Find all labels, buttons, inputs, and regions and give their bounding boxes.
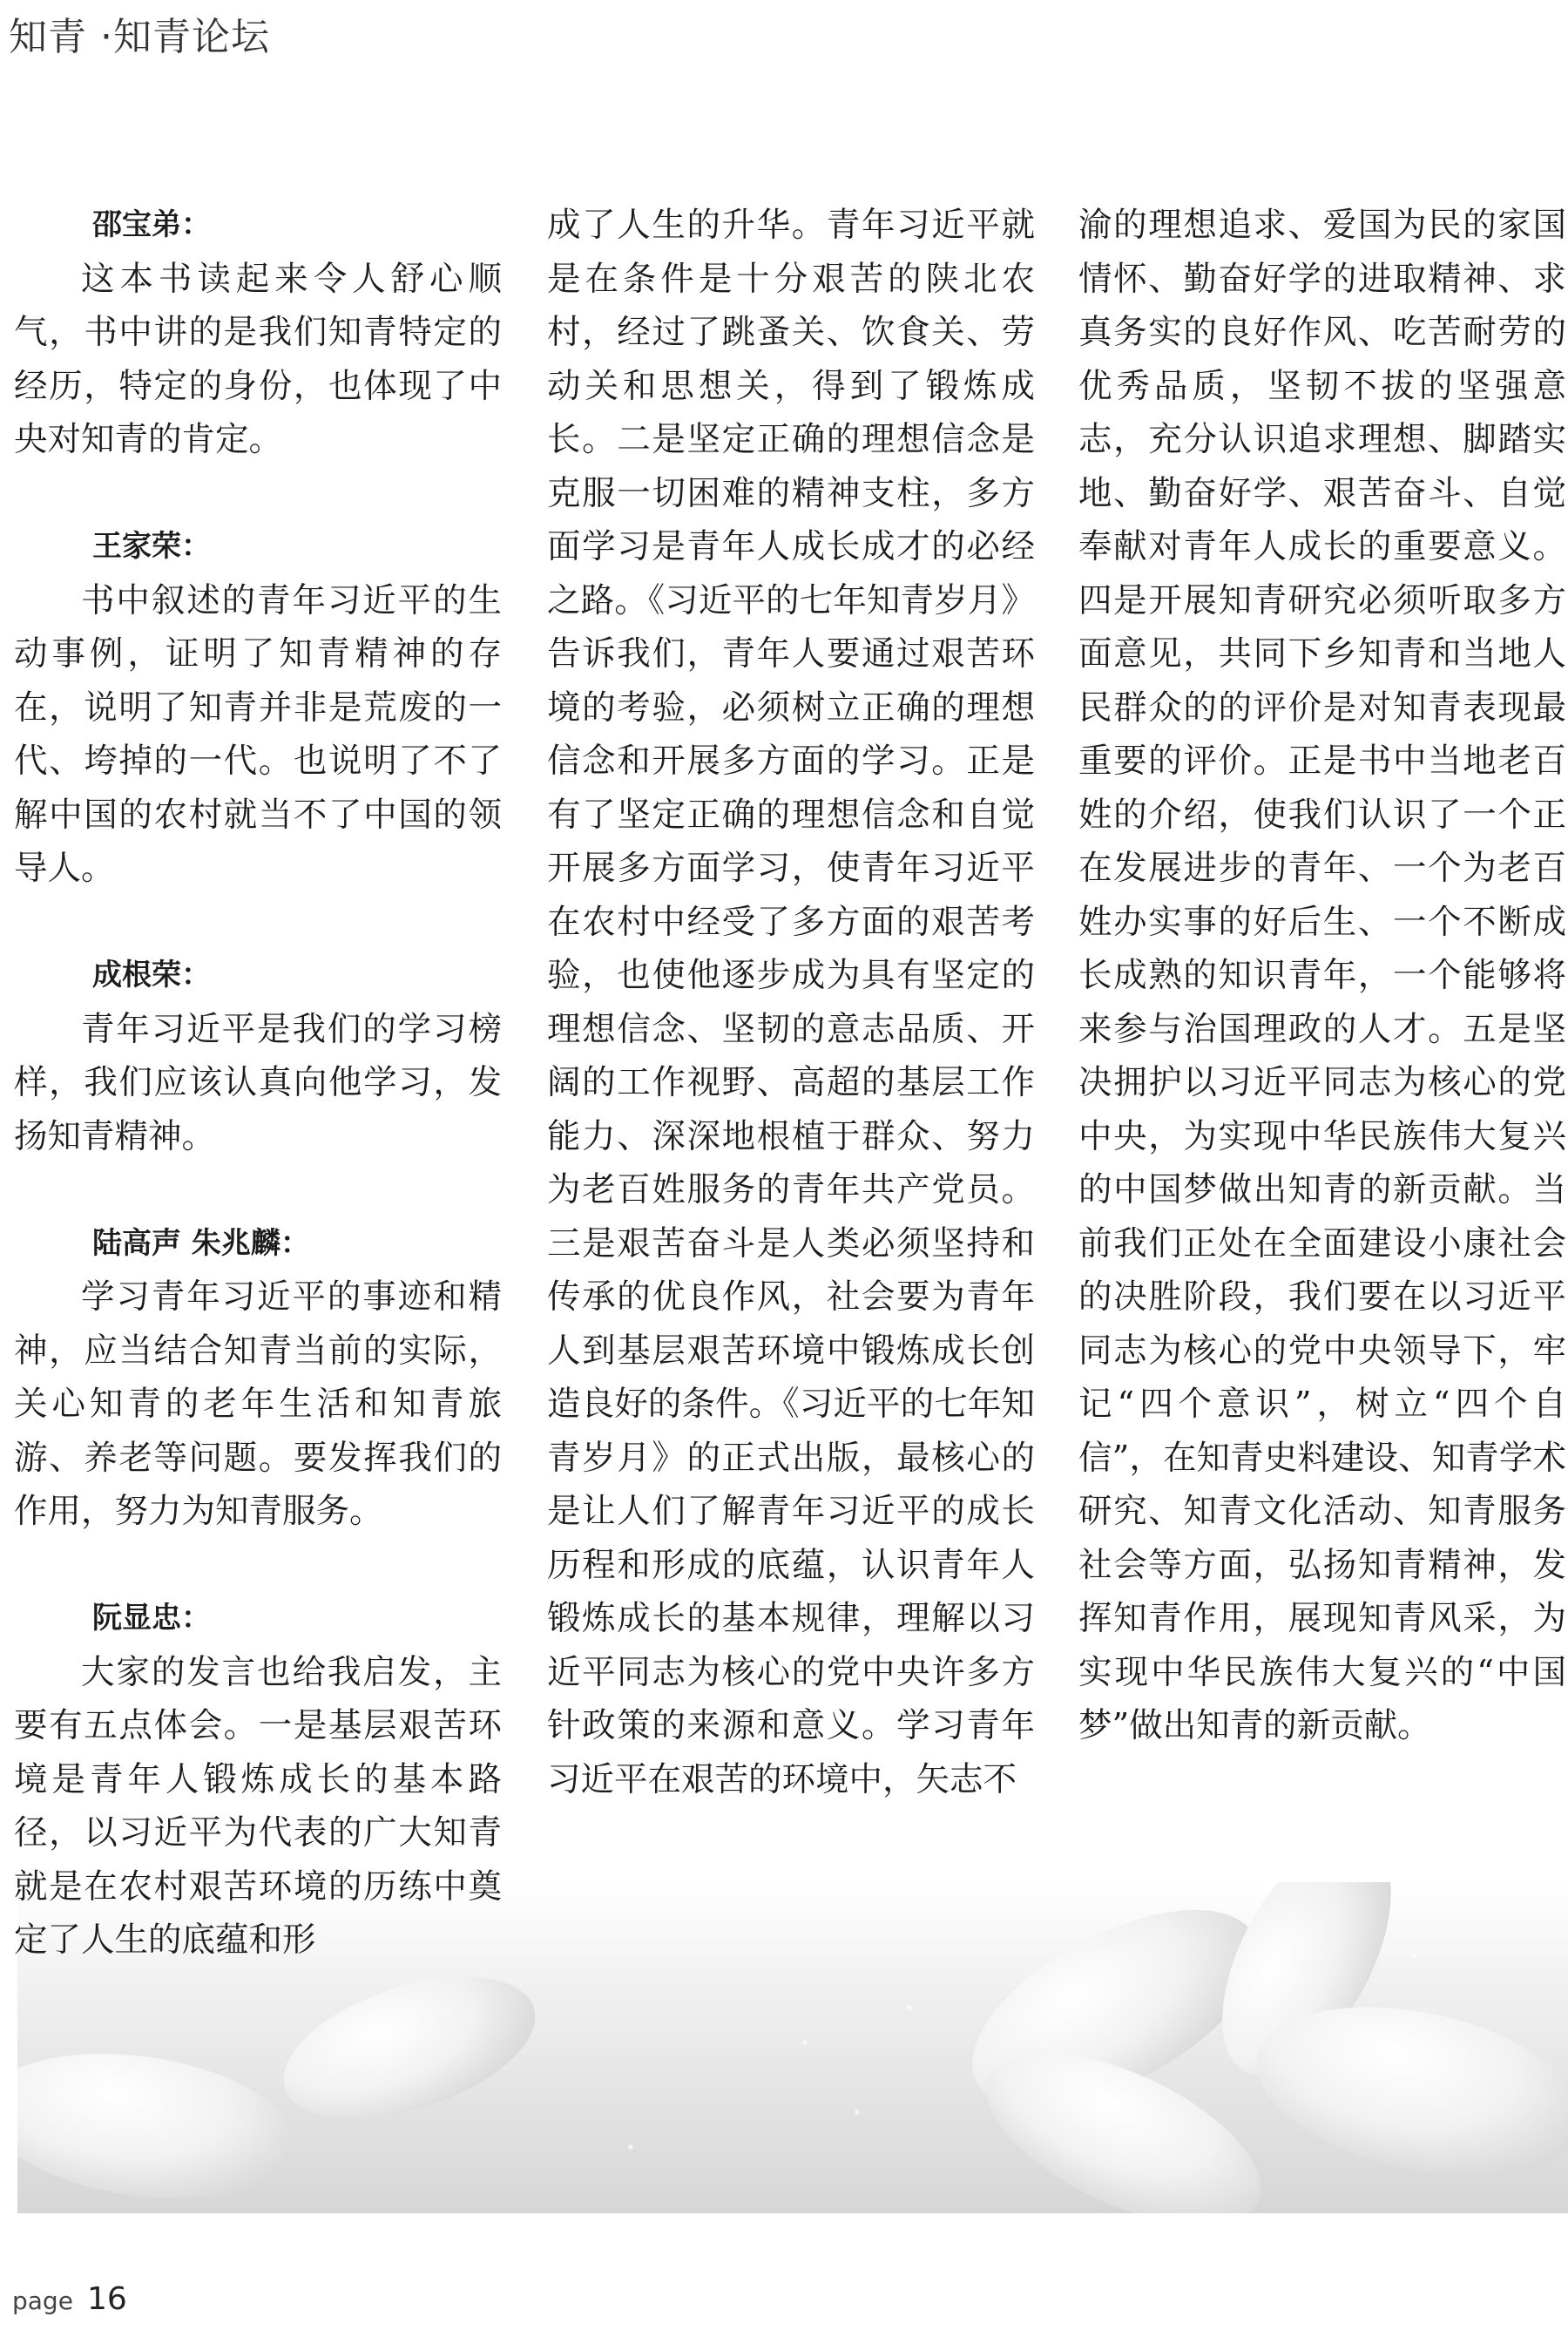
body-text-continued: 成了人生的升华。青年习近平就是在条件是十分艰苦的陕北农村，经过了跳蚤关、饮食关、劳动关和思想关，得到了锻炼成长。二是坚定正确的理想信念是克服一切困难的精神支柱，多方面学习是青年人成长成才的必经之路。《习近平的七年知青岁月》告诉我们，青年人要通过艰苦环境的考验，必须树立正确的理想信念和开展多方面的学习。正是有了坚定正确的理想信念和自觉开展多方面学习，使青年习近平在农村中经受了多方面的艰苦考验，也使他逐步成为具有坚定的理想信念、坚韧的意志品质、开阔的工作视野、高超的基层工作能力、深深地根植于群众、努力为老百姓服务的青年共产党员。三是艰苦奋斗是人类必须坚持和传承的优良作风，社会要为青年人到基层艰苦环境中锻炼成长创造良好的条件。《习近平的七年知青岁月》的正式出版，最核心的是让人们了解青年习近平的成长历程和形成的底蕴，认识青年人锻炼成长的基本规律，理解以习近平同志为核心的党中央许多方针政策的来源和意义。学习青年习近平在艰苦的环境中，矢志不: [547, 206, 1035, 1799]
speaker-name: 成根荣：: [92, 958, 211, 992]
speaker-text: 大家的发言也给我启发，主要有五点体会。一是基层艰苦环境是青年人锻炼成长的基本路径，以习近平为代表的广大知青就是在农村艰苦环境的历练中奠定了人生的底蕴和形: [14, 1652, 502, 1960]
speaker-name: 陆高声 朱兆麟：: [92, 1225, 310, 1261]
column-1: [14, 199, 502, 1968]
speaker-name: 阮显忠：: [92, 1601, 211, 1636]
column-2: [547, 199, 1035, 1806]
speaker-text: 这本书读起来令人舒心顺气，书中讲的是我们知青特定的经历，特定的身份，也体现了中央对知青的肯定。: [14, 259, 502, 459]
page-header: 知青 ·知青论坛: [9, 15, 270, 59]
page-footer: [12, 2281, 127, 2317]
speaker-text: 学习青年习近平的事迹和精神，应当结合知青当前的实际，关心知青的老年生活和知青旅游、养老等问题。要发挥我们的作用，努力为知青服务。: [14, 1277, 502, 1531]
speaker-name: 王家荣：: [92, 529, 211, 564]
speaker-text: 书中叙述的青年习近平的生动事例，证明了知青精神的存在，说明了知青并非是荒废的一代、垮掉的一代。也说明了不了解中国的农村就当不了中国的领导人。: [14, 580, 502, 888]
speaker-name: 邵宝弟：: [92, 207, 211, 242]
page-label: page: [12, 2286, 73, 2315]
column-3: [1078, 199, 1566, 1753]
page-number: 16: [86, 2281, 127, 2317]
body-text-continued: 渝的理想追求、爱国为民的家国情怀、勤奋好学的进取精神、求真务实的良好作风、吃苦耐劳的优秀品质，坚韧不拔的坚强意志，充分认识追求理想、脚踏实地、勤奋好学、艰苦奋斗、自觉奉献对青年人成长的重要意义。 四是开展知青研究必须听取多方面意见，共同下乡知青和当地人民群众的的评价是对知青表现最重要的评价。正是书中当地老百姓的介绍，使我们认识了一个正在发展进步的青年、一个为老百姓办实事的好后生、一个不断成长成熟的知识青年，一个能够将来参与治国理政的人才。五是坚决拥护以习近平同志为核心的党中央，为实现中华民族伟大复兴的中国梦做出知青的新贡献。当前我们正处在全面建设小康社会的决胜阶段，我们要在以习近平同志为核心的党中央领导下，牢记“四个意识”，树立“四个自信”，在知青史料建设、知青学术研究、知青文化活动、知青服务社会等方面，弘扬知青精神，发挥知青作用，展现知青风采，为实现中华民族伟大复兴的“中国梦”做出知青的新贡献。: [1078, 206, 1566, 1745]
speaker-text: 青年习近平是我们的学习榜样，我们应该认真向他学习，发扬知青精神。: [14, 1009, 502, 1156]
